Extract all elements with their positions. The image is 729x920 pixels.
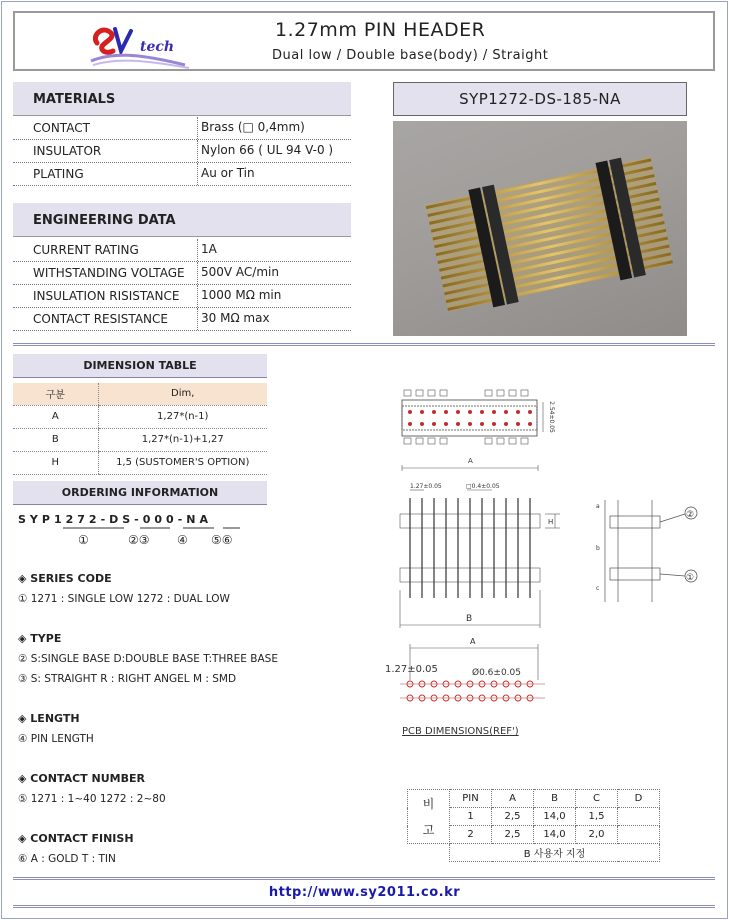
- row-value: Brass (□ 0,4mm): [197, 117, 305, 139]
- pitch-label: 1.27±0.05: [410, 483, 442, 490]
- side-a-label: a: [596, 503, 600, 510]
- table-cell: 2,5: [492, 808, 534, 826]
- row-key: PLATING: [33, 167, 84, 181]
- page-subtitle: Dual low / Double base(body) / Straight: [272, 48, 549, 63]
- table-cell: H: [13, 451, 98, 474]
- table-cell: 2: [450, 826, 492, 844]
- model-number: SYP1272-DS-185-NA: [393, 82, 687, 116]
- side-c-label: c: [596, 585, 600, 592]
- table-row: [13, 451, 267, 474]
- table-cell: 1,5 (SUSTOMER'S OPTION): [98, 451, 267, 474]
- column-header: A: [492, 790, 534, 808]
- contact-finish-line: ⑥ A : GOLD T : TIN: [18, 853, 116, 865]
- dim-h-label: H: [548, 518, 554, 526]
- pcb-dim-a-label: A: [470, 637, 476, 646]
- table-cell: [408, 844, 450, 862]
- company-logo: [85, 21, 205, 71]
- ordering-number: ④: [177, 533, 188, 547]
- engineering-row: [13, 308, 351, 331]
- series-code-heading: ◈ SERIES CODE: [18, 572, 112, 585]
- materials-heading: MATERIALS: [13, 82, 351, 116]
- type-heading: ◈ TYPE: [18, 632, 62, 645]
- page-title: 1.27mm PIN HEADER: [275, 19, 486, 41]
- engineering-row: [13, 262, 351, 285]
- pcb-pitch-label: 1.27±0.05: [385, 664, 438, 675]
- row-key: CURRENT RATING: [33, 243, 139, 257]
- side-b-label: b: [596, 545, 600, 552]
- note-footer: B 사용자 지정: [450, 844, 660, 862]
- pin-size-label: □0.4±0.05: [466, 483, 500, 490]
- table-cell: [618, 826, 660, 844]
- row-key: WITHSTANDING VOLTAGE: [33, 266, 185, 280]
- contact-number-heading: ◈ CONTACT NUMBER: [18, 772, 145, 785]
- header-box: [13, 11, 715, 71]
- materials-row: [13, 117, 351, 140]
- ordering-heading: ORDERING INFORMATION: [13, 481, 267, 505]
- column-header: PIN: [450, 790, 492, 808]
- height-label: 2.54±0.05: [548, 401, 555, 433]
- note-side-label: [408, 790, 450, 844]
- type-line: ② S:SINGLE BASE D:DOUBLE BASE T:THREE BASE: [18, 653, 278, 665]
- footer-divider: [13, 905, 715, 908]
- product-photo: [393, 121, 687, 336]
- type-line: ③ S: STRAIGHT R : RIGHT ANGEL M : SMD: [18, 673, 237, 685]
- ordering-underlines: [18, 525, 248, 531]
- ordering-code: SYP1272-DS-000-NA: [18, 513, 212, 526]
- dimension-table: [13, 383, 267, 475]
- contact-finish-heading: ◈ CONTACT FINISH: [18, 832, 134, 845]
- engineering-heading: ENGINEERING DATA: [13, 203, 351, 237]
- column-header: 구분: [13, 383, 98, 405]
- table-row: [13, 428, 267, 451]
- table-row: [13, 405, 267, 428]
- table-cell: 14,0: [534, 826, 576, 844]
- callout-2: ②: [686, 510, 695, 520]
- table-cell: 2,5: [492, 826, 534, 844]
- dim-a-label: A: [468, 457, 473, 465]
- contact-number-line: ⑤ 1271 : 1~40 1272 : 2~80: [18, 793, 166, 805]
- table-row: [408, 844, 660, 862]
- callout-1: ①: [686, 573, 695, 583]
- row-key: CONTACT: [33, 121, 90, 135]
- table-cell: [618, 808, 660, 826]
- technical-drawing: [380, 380, 710, 740]
- column-header: D: [618, 790, 660, 808]
- row-value: Nylon 66 ( UL 94 V-0 ): [197, 140, 333, 162]
- row-value: 1000 MΩ min: [197, 285, 281, 307]
- column-header: C: [576, 790, 618, 808]
- engineering-row: [13, 239, 351, 262]
- note-side-bottom: 고: [422, 822, 435, 837]
- column-header: Dim,: [98, 383, 267, 405]
- section-divider: [13, 343, 715, 346]
- column-header: B: [534, 790, 576, 808]
- pcb-dimensions-label: PCB DIMENSIONS(REF'): [402, 726, 519, 737]
- ordering-number: ⑤⑥: [211, 533, 233, 547]
- table-cell: B: [13, 428, 98, 451]
- length-line: ④ PIN LENGTH: [18, 733, 94, 745]
- table-cell: A: [13, 405, 98, 428]
- ordering-number: ②③: [128, 533, 150, 547]
- note-side-top: 비: [422, 796, 435, 811]
- footer-divider: [13, 877, 715, 880]
- table-cell: 1,5: [576, 808, 618, 826]
- table-cell: 1,27*(n-1)+1,27: [98, 428, 267, 451]
- note-table: [407, 789, 660, 862]
- table-header-row: [13, 383, 267, 405]
- row-value: 1A: [197, 239, 217, 261]
- row-value: 500V AC/min: [197, 262, 279, 284]
- materials-row: [13, 140, 351, 163]
- website-link[interactable]: http://www.sy2011.co.kr: [268, 885, 461, 900]
- materials-row: [13, 163, 351, 186]
- series-code-line: ① 1271 : SINGLE LOW 1272 : DUAL LOW: [18, 593, 230, 605]
- row-key: INSULATOR: [33, 144, 102, 158]
- length-heading: ◈ LENGTH: [18, 712, 80, 725]
- dimension-table-heading: DIMENSION TABLE: [13, 354, 267, 378]
- ordering-number: ①: [78, 533, 89, 547]
- table-cell: 1,27*(n-1): [98, 405, 267, 428]
- logo-text: tech: [140, 39, 175, 55]
- row-value: 30 MΩ max: [197, 308, 270, 330]
- table-header-row: [408, 790, 660, 808]
- row-key: INSULATION RISISTANCE: [33, 289, 180, 303]
- engineering-row: [13, 285, 351, 308]
- row-value: Au or Tin: [197, 163, 255, 185]
- table-cell: 14,0: [534, 808, 576, 826]
- table-cell: 1: [450, 808, 492, 826]
- dim-b-label: B: [466, 614, 473, 624]
- row-key: CONTACT RESISTANCE: [33, 312, 168, 326]
- table-cell: 2,0: [576, 826, 618, 844]
- pcb-hole-label: Ø0.6±0.05: [472, 668, 521, 678]
